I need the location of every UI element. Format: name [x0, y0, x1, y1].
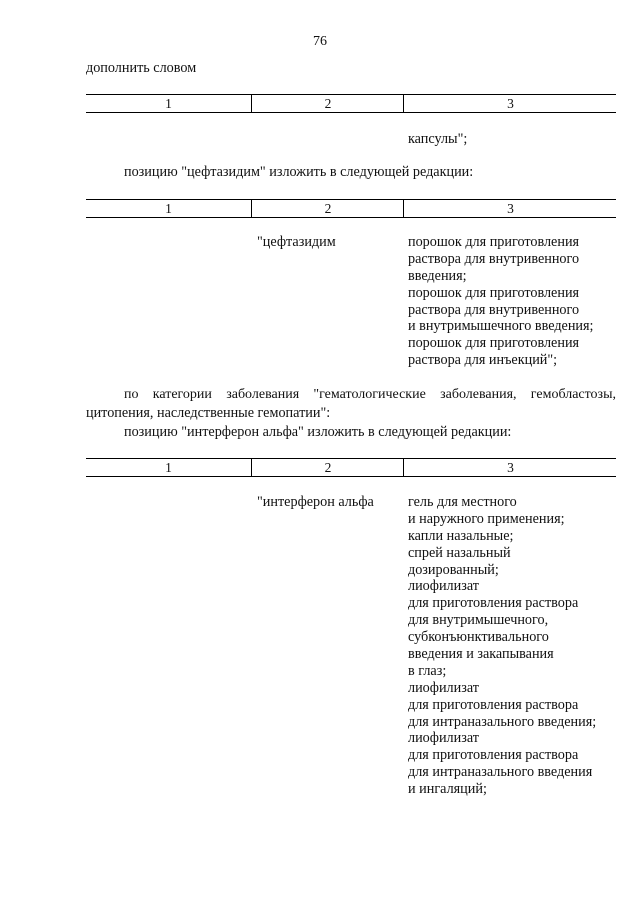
table-header-col-2: 2 [251, 200, 404, 217]
section3-intro: позицию "интерферон альфа" изложить в следующей редакции: [124, 424, 512, 440]
form-line: в глаз; [408, 662, 447, 679]
form-line: для приготовления раствора [408, 696, 579, 713]
section2-forms-list [408, 234, 593, 369]
form-line: порошок для приготовления [408, 234, 580, 250]
table-header-col-1: 1 [165, 96, 172, 111]
form-line: спрей назальный [408, 544, 511, 561]
form-line: введения; [408, 267, 467, 284]
form-line: порошок для приготовления [408, 335, 580, 352]
form-line: гель для местного [408, 494, 517, 510]
form-line: для приготовления раствора [408, 595, 579, 612]
form-line: для интраназального введения [408, 764, 593, 781]
form-line: раствора для внутривенного [408, 301, 580, 318]
table-header-col-3: 3 [403, 200, 617, 217]
form-line: введения и закапывания [408, 646, 554, 663]
form-line: субконъюнктивального [408, 629, 549, 646]
form-line: раствора для инъекций"; [408, 352, 558, 369]
section1-table-header [86, 94, 616, 113]
form-line: лиофилизат [408, 730, 479, 747]
table-header-col-1: 1 [165, 201, 172, 216]
table-header-col-2: 2 [251, 459, 404, 476]
section3-paragraph-line1: по категории заболевания "гематологические заболевания, гемобластозы, [124, 387, 616, 402]
section3-table-header [86, 458, 616, 477]
table-header-col-3: 3 [403, 459, 617, 476]
form-line: капли назальные; [408, 527, 514, 544]
section2-drug-name: "цефтазидим [257, 234, 336, 250]
page-number: 76 [313, 34, 327, 49]
section1-intro: дополнить словом [86, 60, 197, 76]
section1-col3-text: капсулы"; [408, 131, 468, 147]
section3-paragraph-line2: цитопения, наследственные гемопатии": [86, 405, 331, 421]
form-line: для внутримышечного, [408, 612, 549, 629]
table-header-col-3: 3 [403, 95, 617, 112]
table-header-col-2: 2 [251, 95, 404, 112]
form-line: раствора для внутривенного [408, 250, 580, 267]
form-line: и наружного применения; [408, 510, 565, 527]
section3-forms-list [408, 494, 596, 798]
form-line: для интраназального введения; [408, 713, 597, 730]
form-line: дозированный; [408, 561, 499, 578]
section3-drug-name: "интерферон альфа [257, 494, 374, 510]
form-line: порошок для приготовления [408, 284, 580, 301]
form-line: и ингаляций; [408, 781, 487, 798]
table-header-col-1: 1 [165, 460, 172, 475]
form-line: лиофилизат [408, 578, 479, 595]
form-line: лиофилизат [408, 679, 479, 696]
form-line: и внутримышечного введения; [408, 318, 594, 335]
form-line: для приготовления раствора [408, 747, 579, 764]
section2-intro: позицию "цефтазидим" изложить в следующей редакции: [124, 164, 474, 180]
section2-table-header [86, 199, 616, 218]
